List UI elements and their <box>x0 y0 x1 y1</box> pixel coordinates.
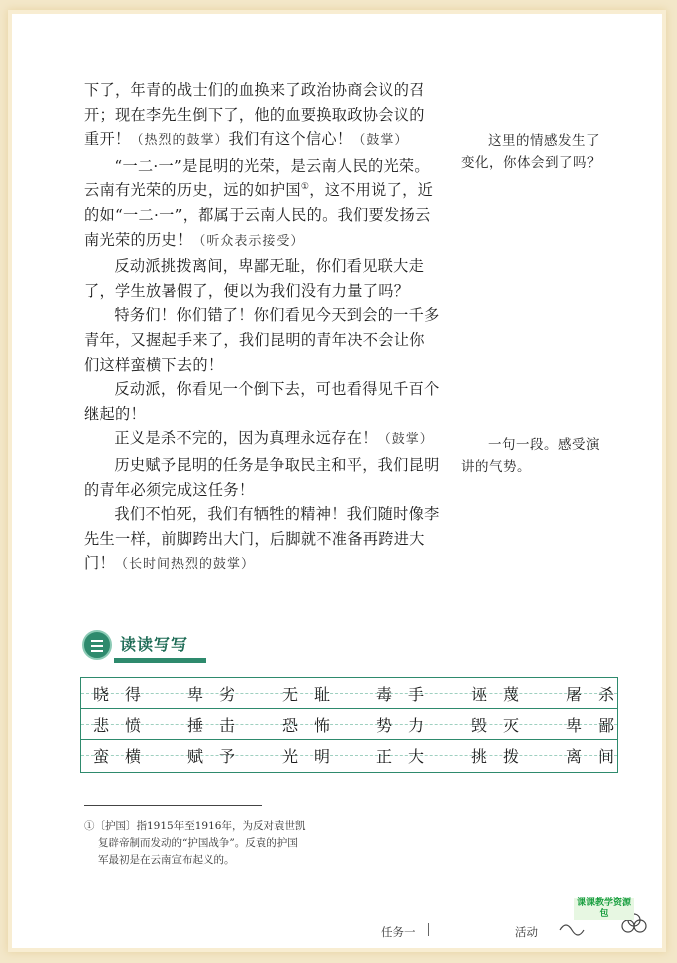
vocab-char: 明 <box>313 746 330 766</box>
vocab-char: 挑 <box>470 746 487 766</box>
stage-direction: （长时间热烈的鼓掌） <box>114 557 255 573</box>
paragraph-1 <box>84 78 440 154</box>
note-line: 这里的情感发生了 <box>488 133 600 149</box>
vocab-char: 势 <box>375 715 392 735</box>
paragraph-6 <box>84 426 440 453</box>
p6-text: 正义是杀不完的，因为真理永远存在！ <box>114 429 378 448</box>
paragraph-3: 反动派挑拨离间，卑鄙无耻，你们看见联大走了，学生放暑假了，便以为我们没有力量了吗？ <box>84 257 425 300</box>
paragraph-2 <box>84 154 440 254</box>
section-heading <box>82 630 206 664</box>
section-title: 读读写写 <box>120 635 189 654</box>
vocab-char: 耻 <box>313 684 330 704</box>
vocab-char: 诬 <box>470 684 487 704</box>
vocab-char: 手 <box>407 684 424 704</box>
vocab-row <box>81 678 617 709</box>
vocab-char: 怖 <box>313 715 330 735</box>
section-underline <box>114 658 206 663</box>
vocab-char: 间 <box>597 746 614 766</box>
footnote <box>84 818 384 869</box>
vocab-char: 击 <box>218 715 235 735</box>
vocab-char: 晓 <box>92 684 109 704</box>
vocab-char: 卑 <box>186 684 203 704</box>
vocab-char: 愤 <box>124 715 141 735</box>
vocab-char: 杀 <box>597 684 614 704</box>
vocab-char: 鄙 <box>597 715 614 735</box>
vocab-char: 赋 <box>186 746 203 766</box>
watermark-text: 课课教学资源包 <box>574 898 634 920</box>
vocab-char: 拨 <box>502 746 519 766</box>
vocab-char: 蔑 <box>502 684 519 704</box>
vocab-char: 悲 <box>92 715 109 735</box>
footer-activity-label: 活动 <box>515 925 538 939</box>
footnote-line: ①〔护国〕指1915年至1916年，为反对袁世凯 <box>84 820 306 832</box>
paragraph-8 <box>84 502 440 578</box>
vocab-char: 离 <box>565 746 582 766</box>
vocab-char: 捶 <box>186 715 203 735</box>
vocab-char: 力 <box>407 715 424 735</box>
note-line: 讲的气势。 <box>461 459 531 475</box>
footnote-marker[interactable]: ① <box>300 182 310 193</box>
vocab-char: 无 <box>281 684 298 704</box>
vocab-char: 屠 <box>565 684 582 704</box>
stage-direction: （听众表示接受） <box>192 233 305 249</box>
p1-text: 下了，年青的战士们的血换来了政治协商会议的召开；现在李先生倒下了，他的血要换取政协会议的重开！ <box>84 81 425 149</box>
vocab-char: 正 <box>375 746 392 766</box>
vocab-grid <box>80 677 618 773</box>
footer-divider <box>428 923 429 936</box>
margin-note-emotion <box>461 130 621 174</box>
vocab-char: 恐 <box>281 715 298 735</box>
section-three-icon <box>82 630 112 660</box>
footer-task-label: 任务一 <box>381 925 416 939</box>
paragraph-5: 反动派，你看见一个倒下去，可也看得见千百个继起的！ <box>84 380 440 423</box>
vocab-char: 劣 <box>218 684 235 704</box>
footnote-line: 军最初是在云南宣布起义的。 <box>98 854 235 866</box>
p1-text-b: 我们有这个信心！ <box>228 130 353 149</box>
p2-text-b: ，这不用说了，近的如“一二·一”，都属于云南人民的。我们要发扬云南光荣的历史！ <box>84 181 434 249</box>
note-line: 变化，你体会到了吗？ <box>461 155 601 171</box>
footnote-divider <box>84 805 262 806</box>
stage-direction: （鼓掌） <box>377 432 434 448</box>
stage-direction: （鼓掌） <box>352 133 409 149</box>
vocab-row <box>81 709 617 740</box>
main-text <box>84 78 440 578</box>
vocab-row <box>81 740 617 771</box>
watermark-logo <box>552 896 656 940</box>
stage-direction: （热烈的鼓掌） <box>130 133 229 149</box>
vocab-char: 毁 <box>470 715 487 735</box>
vocab-char: 大 <box>407 746 424 766</box>
vocab-char: 光 <box>281 746 298 766</box>
margin-note-momentum <box>461 434 621 478</box>
p8-text: 我们不怕死，我们有牺牲的精神！我们随时像李先生一样，前脚跨出大门，后脚就不准备再跨进大门！ <box>84 505 440 573</box>
footnote-line: 复辟帝制而发动的“护国战争”。反袁的护国 <box>98 837 298 849</box>
vocab-char: 得 <box>124 684 141 704</box>
note-line: 一句一段。感受演 <box>488 437 600 453</box>
vocab-char: 灭 <box>502 715 519 735</box>
paragraph-7: 历史赋予昆明的任务是争取民主和平，我们昆明的青年必须完成这任务！ <box>84 455 440 499</box>
vocab-char: 卑 <box>565 715 582 735</box>
vocab-char: 横 <box>124 746 141 766</box>
vocab-char: 予 <box>218 746 235 766</box>
p2-text-a: “一二·一”是昆明的光荣，是云南人民的光荣。云南有光荣的历史，远的如护国 <box>84 156 430 200</box>
vocab-char: 蛮 <box>92 746 109 766</box>
paragraph-4: 特务们！你们错了！你们看见今天到会的一千多青年，又握起手来了，我们昆明的青年决不会让你们这样蛮横下去的！ <box>84 306 440 374</box>
vocab-char: 毒 <box>375 684 392 704</box>
